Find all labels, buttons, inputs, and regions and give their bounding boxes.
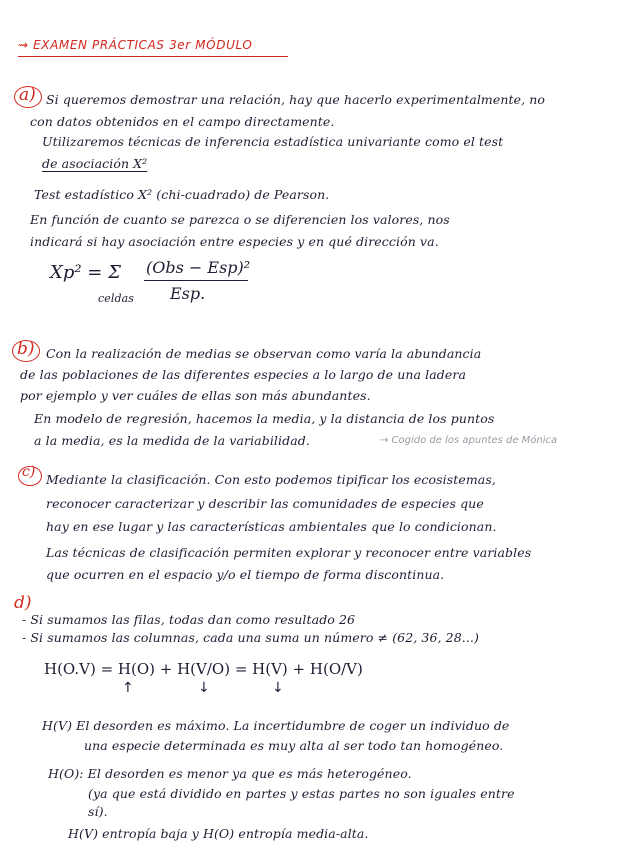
section-d-explanation: H(V) El desorden es máximo. La incertidumbre de coger un individuo de xyxy=(42,718,510,733)
section-a-line: Si queremos demostrar una relación, hay que hacerlo experimentalmente, no xyxy=(46,92,546,107)
chi-square-denominator: Esp. xyxy=(170,284,206,303)
side-note: → Cogido de los apuntes de Mónica xyxy=(380,435,558,446)
section-d-explanation: H(O): El desorden es menor ya que es más heterogéneo. xyxy=(48,766,412,781)
section-c-line: que ocurren en el espacio y/o el tiempo de forma discontinua. xyxy=(46,567,445,582)
section-c-line: Las técnicas de clasificación permiten explorar y reconocer entre variables xyxy=(46,545,532,560)
section-d-explanation: (ya que está dividido en partes y estas partes no son iguales entre xyxy=(88,786,515,801)
section-d-explanation: H(V) entropía baja y H(O) entropía media-alta. xyxy=(68,826,369,841)
section-c-marker: c) xyxy=(22,464,36,480)
section-d-line: - Si sumamos las columnas, cada una suma un número ≠ (62, 36, 28...) xyxy=(22,630,479,645)
section-b-line: Con la realización de medias se observan como varía la abundancia xyxy=(46,346,482,361)
section-b-line: de las poblaciones de las diferentes especies a lo largo de una ladera xyxy=(20,367,467,382)
section-a-text: indicará si hay asociación entre especies y en qué dirección va. xyxy=(30,234,439,249)
section-a-text: En función de cuanto se parezca o se diferencien los valores, nos xyxy=(30,212,450,227)
down-arrow-icon: ↓ xyxy=(198,680,210,696)
chi-square-lhs: Xp² = Σ xyxy=(50,262,121,283)
fraction-bar xyxy=(144,280,248,281)
down-arrow-icon: ↓ xyxy=(272,680,284,696)
section-d-explanation: una especie determinada es muy alta al ser todo tan homogéneo. xyxy=(84,738,504,753)
section-b-line: por ejemplo y ver cuáles de ellas son más abundantes. xyxy=(20,388,371,403)
section-b-line: a la media, es la medida de la variabilidad. xyxy=(34,433,310,448)
up-arrow-icon: ↑ xyxy=(122,680,134,696)
section-a-marker: a) xyxy=(19,85,36,105)
section-d-line: - Si sumamos las filas, todas dan como resultado 26 xyxy=(22,612,356,627)
section-c-line: Mediante la clasificación. Con esto podemos tipificar los ecosistemas, xyxy=(46,472,496,487)
section-b-marker: b) xyxy=(17,339,35,359)
title-underline xyxy=(18,56,288,57)
chi-square-subscript: celdas xyxy=(98,292,135,305)
section-b-line: En modelo de regresión, hacemos la media, y la distancia de los puntos xyxy=(34,411,495,426)
title-arrow: ⇝ xyxy=(18,38,29,52)
entropy-equation: H(O.V) = H(O) + H(V/O) = H(V) + H(O/V) xyxy=(44,660,363,678)
section-a-line: Utilizaremos técnicas de inferencia estadística univariante como el test xyxy=(42,134,504,149)
section-d-explanation: sí). xyxy=(88,804,108,819)
section-c-line: hay en ese lugar y las características ambientales que lo condicionan. xyxy=(46,519,497,534)
chi-square-numerator: (Obs − Esp)² xyxy=(146,258,251,277)
section-a-line: con datos obtenidos en el campo directamente. xyxy=(30,114,335,129)
section-a-text: Test estadístico X² (chi-cuadrado) de Pearson. xyxy=(34,187,330,202)
section-a-line: de asociación X² xyxy=(42,156,148,171)
title-text: EXAMEN PRÁCTICAS 3er MÓDULO xyxy=(33,38,253,52)
page-title xyxy=(18,38,252,52)
section-c-line: reconocer caracterizar y describir las comunidades de especies que xyxy=(46,496,484,511)
section-d-marker: d) xyxy=(14,593,32,613)
